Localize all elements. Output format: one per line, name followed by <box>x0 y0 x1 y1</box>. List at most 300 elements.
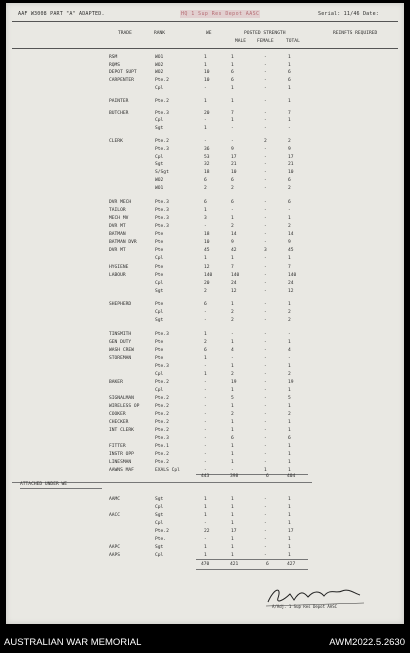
female-cell: - <box>264 412 267 417</box>
total-cell: 1 <box>288 428 291 433</box>
trade-cell: DEPOT SUPT <box>109 70 137 75</box>
female-cell: - <box>264 256 267 261</box>
column-header-trade: TRADE <box>118 31 132 36</box>
total-cell: 4 <box>288 348 291 353</box>
female-cell: - <box>264 240 267 245</box>
female-cell: - <box>264 265 267 270</box>
rank-cell: Pte.2 <box>155 380 169 385</box>
trade-cell: TINSMITH <box>109 332 132 337</box>
total-cell: 2 <box>288 412 291 417</box>
male-cell: - <box>231 468 234 473</box>
we-cell: 140 <box>204 273 213 278</box>
male-cell: 9 <box>231 147 234 152</box>
total-cell: 1 <box>288 444 291 449</box>
we-cell: 20 <box>204 111 210 116</box>
grand-total-female: 6 <box>266 562 269 567</box>
rank-cell: S/Sgt <box>155 170 169 175</box>
rank-cell: Sgt <box>155 545 164 550</box>
female-cell: - <box>264 529 267 534</box>
rank-cell: Pte <box>155 240 164 245</box>
male-cell: 6 <box>231 78 234 83</box>
total-cell: 140 <box>288 273 297 278</box>
rank-cell: WO2 <box>155 63 164 68</box>
total-cell: 1 <box>288 388 291 393</box>
male-cell: 1 <box>231 521 234 526</box>
trade-cell: CHECKER <box>109 420 129 425</box>
total-cell: 2 <box>288 224 291 229</box>
we-cell: 12 <box>204 265 210 270</box>
male-cell: 6 <box>231 200 234 205</box>
rank-cell: Pte <box>155 340 164 345</box>
total-cell: 1 <box>288 513 291 518</box>
rank-cell: Cpl <box>155 86 164 91</box>
footer-institution: AUSTRALIAN WAR MEMORIAL <box>4 637 142 648</box>
total-cell: 1 <box>288 63 291 68</box>
rank-cell: Pte.2 <box>155 420 169 425</box>
female-cell: - <box>264 513 267 518</box>
total-cell: 45 <box>288 248 294 253</box>
grand-total-male: 421 <box>230 562 239 567</box>
female-cell: - <box>264 372 267 377</box>
female-cell: - <box>264 200 267 205</box>
rank-cell: Pte <box>155 273 164 278</box>
female-cell: - <box>264 460 267 465</box>
total-cell: 7 <box>288 265 291 270</box>
male-cell: 1 <box>231 99 234 104</box>
male-cell: 6 <box>231 436 234 441</box>
trade-cell: BATMAN DVR <box>109 240 137 245</box>
male-cell: - <box>231 208 234 213</box>
female-cell: - <box>264 86 267 91</box>
rank-cell: Pte. <box>155 537 167 542</box>
male-cell: 1 <box>231 388 234 393</box>
male-cell: 2 <box>231 318 234 323</box>
male-cell: 1 <box>231 420 234 425</box>
rank-cell: Cpl <box>155 118 164 123</box>
rank-cell: Pte.3 <box>155 200 169 205</box>
we-cell: 1 <box>204 332 207 337</box>
trade-cell: CLERK <box>109 139 123 144</box>
female-cell: - <box>264 348 267 353</box>
total-cell: 5 <box>288 396 291 401</box>
total-cell: 1 <box>288 420 291 425</box>
trade-cell: TAILOR <box>109 208 126 213</box>
total-cell: 17 <box>288 529 294 534</box>
female-cell: - <box>264 289 267 294</box>
total-cell: - <box>288 126 291 131</box>
we-cell: - <box>204 118 207 123</box>
we-cell: - <box>204 224 207 229</box>
attached-label-underline <box>20 488 102 489</box>
total-cell: 1 <box>288 553 291 558</box>
column-header-total: TOTAL <box>286 39 300 44</box>
total-cell: 1 <box>288 118 291 123</box>
trade-cell: COOKER <box>109 412 126 417</box>
male-cell: 1 <box>231 216 234 221</box>
trade-cell: WASH CREW <box>109 348 134 353</box>
we-cell: 2 <box>204 289 207 294</box>
male-cell: 4 <box>231 348 234 353</box>
we-cell: 1 <box>204 372 207 377</box>
total-cell: 1 <box>288 364 291 369</box>
we-cell: 1 <box>204 126 207 131</box>
trade-cell: HYGIENE <box>109 265 129 270</box>
we-cell: - <box>204 420 207 425</box>
male-cell: 42 <box>231 248 237 253</box>
we-cell: - <box>204 139 207 144</box>
male-cell: - <box>231 126 234 131</box>
rank-cell: Pte.3 <box>155 147 169 152</box>
column-header-reinforcements: REINFTS REQUIRED <box>333 31 378 36</box>
we-cell: 32 <box>204 162 210 167</box>
female-cell: - <box>264 55 267 60</box>
rank-cell: Cpl <box>155 281 164 286</box>
rank-cell: Pte.2 <box>155 396 169 401</box>
male-cell: - <box>231 139 234 144</box>
male-cell: 1 <box>231 340 234 345</box>
male-cell: 2 <box>231 412 234 417</box>
trade-cell: INSTR OPP <box>109 452 134 457</box>
we-cell: 6 <box>204 200 207 205</box>
we-cell: 6 <box>204 178 207 183</box>
male-cell: 24 <box>231 281 237 286</box>
trade-cell: MECH MV <box>109 216 129 221</box>
subtotal-we: 443 <box>201 474 210 479</box>
trade-cell: DVR MT <box>109 224 126 229</box>
female-cell: - <box>264 505 267 510</box>
rank-cell: Pte <box>155 265 164 270</box>
total-cell: 1 <box>288 452 291 457</box>
female-cell: - <box>264 340 267 345</box>
grand-total-rule-bottom <box>196 569 308 570</box>
total-cell: 1 <box>288 340 291 345</box>
we-cell: - <box>204 86 207 91</box>
trade-cell: AAWNS MAF <box>109 468 134 473</box>
rank-cell: Pte.3 <box>155 208 169 213</box>
trade-cell: WIRELESS OP <box>109 404 140 409</box>
total-cell: 1 <box>288 497 291 502</box>
female-cell: - <box>264 404 267 409</box>
rank-cell: Sgt <box>155 126 164 131</box>
column-header-female: FEMALE <box>257 39 274 44</box>
trade-cell: RSM <box>109 55 118 60</box>
we-cell: 1 <box>204 99 207 104</box>
total-cell: 1 <box>288 216 291 221</box>
rank-cell: Sgt <box>155 513 164 518</box>
male-cell: 7 <box>231 111 234 116</box>
we-cell: 1 <box>204 356 207 361</box>
trade-cell: FITTER <box>109 444 126 449</box>
female-cell: 1 <box>264 468 267 473</box>
total-cell: 2 <box>288 139 291 144</box>
male-cell: 1 <box>231 428 234 433</box>
male-cell: 1 <box>231 553 234 558</box>
we-cell: 1 <box>204 497 207 502</box>
we-cell: 1 <box>204 505 207 510</box>
female-cell: - <box>264 452 267 457</box>
trade-cell: BAKER <box>109 380 123 385</box>
total-cell: 7 <box>288 111 291 116</box>
rank-cell: Sgt <box>155 497 164 502</box>
rank-cell: Pte.2 <box>155 529 169 534</box>
male-cell: 1 <box>231 55 234 60</box>
we-cell: 3 <box>204 216 207 221</box>
column-header-male: MALE <box>235 39 247 44</box>
we-cell: - <box>204 460 207 465</box>
we-cell: - <box>204 364 207 369</box>
rank-cell: Pte.2 <box>155 460 169 465</box>
rank-cell: Pte.3 <box>155 364 169 369</box>
total-cell: 6 <box>288 70 291 75</box>
female-cell: - <box>264 396 267 401</box>
trade-cell: STOREMAN <box>109 356 132 361</box>
male-cell: 14 <box>231 232 237 237</box>
female-cell: - <box>264 273 267 278</box>
male-cell: 21 <box>231 162 237 167</box>
we-cell: - <box>204 380 207 385</box>
grand-total-rule-top <box>196 559 308 560</box>
total-cell: 6 <box>288 436 291 441</box>
we-cell: 1 <box>204 256 207 261</box>
unit-stamp: HQ 1 Sup Res Depot AASC <box>181 11 260 17</box>
header-rule <box>12 21 398 22</box>
male-cell: 1 <box>231 460 234 465</box>
female-cell: - <box>264 70 267 75</box>
total-cell: 1 <box>288 99 291 104</box>
female-cell: - <box>264 281 267 286</box>
total-cell: - <box>288 208 291 213</box>
female-cell: - <box>264 428 267 433</box>
female-cell: - <box>264 126 267 131</box>
we-cell: - <box>204 412 207 417</box>
male-cell: - <box>231 356 234 361</box>
total-cell: 1 <box>288 505 291 510</box>
we-cell: 6 <box>204 302 207 307</box>
we-cell: 6 <box>204 348 207 353</box>
subtotal-total: 404 <box>287 474 296 479</box>
rank-cell: Pte <box>155 348 164 353</box>
female-cell: - <box>264 318 267 323</box>
we-cell: - <box>204 436 207 441</box>
attached-section-label: ATTACHED UNDER WE <box>20 482 68 487</box>
rank-cell: Pte.1 <box>155 444 169 449</box>
we-cell: - <box>204 404 207 409</box>
female-cell: - <box>264 224 267 229</box>
trade-cell: INT CLERK <box>109 428 134 433</box>
rank-cell: Pte.2 <box>155 99 169 104</box>
trade-cell: AAPS <box>109 553 121 558</box>
female-cell: - <box>264 444 267 449</box>
subtotal-male: 398 <box>230 474 239 479</box>
we-cell: - <box>204 444 207 449</box>
rank-cell: Pte.3 <box>155 332 169 337</box>
signature-caption: A/Adj. 1 Sup Res Depot AASC <box>272 604 338 609</box>
male-cell: 1 <box>231 497 234 502</box>
we-cell: 10 <box>204 70 210 75</box>
male-cell: 1 <box>231 364 234 369</box>
column-header-rank: RANK <box>154 31 166 36</box>
female-cell: - <box>264 310 267 315</box>
rank-cell: Pte.3 <box>155 111 169 116</box>
male-cell: 6 <box>231 178 234 183</box>
total-cell: 2 <box>288 186 291 191</box>
we-cell: - <box>204 452 207 457</box>
male-cell: 1 <box>231 537 234 542</box>
male-cell: 2 <box>231 372 234 377</box>
male-cell: 9 <box>231 240 234 245</box>
rank-cell: Pte.2 <box>155 428 169 433</box>
female-cell: - <box>264 537 267 542</box>
we-cell: 1 <box>204 545 207 550</box>
female-cell: - <box>264 99 267 104</box>
male-cell: 12 <box>231 289 237 294</box>
we-cell: 1 <box>204 513 207 518</box>
footer-accession-number: AWM2022.5.2630 <box>329 637 405 648</box>
female-cell: - <box>264 155 267 160</box>
total-cell: 1 <box>288 521 291 526</box>
we-cell: 2 <box>204 340 207 345</box>
female-cell: - <box>264 118 267 123</box>
female-cell: - <box>264 553 267 558</box>
male-cell: 2 <box>231 224 234 229</box>
we-cell: 45 <box>204 248 210 253</box>
female-cell: - <box>264 170 267 175</box>
we-cell: - <box>204 428 207 433</box>
female-cell: 3 <box>264 248 267 253</box>
male-cell: 17 <box>231 529 237 534</box>
we-cell: 22 <box>204 529 210 534</box>
rank-cell: Pte.2 <box>155 404 169 409</box>
rank-cell: Sgt <box>155 162 164 167</box>
total-cell: 21 <box>288 162 294 167</box>
we-cell: 18 <box>204 232 210 237</box>
female-cell: - <box>264 78 267 83</box>
total-cell: 6 <box>288 178 291 183</box>
male-cell: 1 <box>231 404 234 409</box>
we-cell: 20 <box>204 281 210 286</box>
male-cell: 1 <box>231 444 234 449</box>
male-cell: 2 <box>231 310 234 315</box>
rank-cell: Cpl <box>155 372 164 377</box>
male-cell: 1 <box>231 86 234 91</box>
footer-bar <box>0 630 410 653</box>
rank-cell: Pte.3 <box>155 224 169 229</box>
male-cell: 7 <box>231 265 234 270</box>
total-cell: 1 <box>288 404 291 409</box>
rank-cell: Sgt <box>155 289 164 294</box>
column-header-rule <box>12 48 398 49</box>
total-cell: 1 <box>288 545 291 550</box>
female-cell: - <box>264 521 267 526</box>
total-cell: 17 <box>288 155 294 160</box>
female-cell: - <box>264 332 267 337</box>
rank-cell: Pte <box>155 356 164 361</box>
rank-cell: Cpl <box>155 388 164 393</box>
trade-cell: CARPENTER <box>109 78 134 83</box>
male-cell: 1 <box>231 302 234 307</box>
trade-cell: LINESMAN <box>109 460 132 465</box>
rank-cell: Cpl <box>155 155 164 160</box>
total-cell: - <box>288 356 291 361</box>
rank-cell: EXALS Cpl <box>155 468 180 473</box>
female-cell: - <box>264 232 267 237</box>
total-cell: 24 <box>288 281 294 286</box>
rank-cell: Pte.2 <box>155 452 169 457</box>
trade-cell: DVR MT <box>109 248 126 253</box>
female-cell: - <box>264 208 267 213</box>
form-title: AAF W3008 PART "A" ADAPTED. <box>18 11 105 17</box>
we-cell: 18 <box>204 170 210 175</box>
female-cell: - <box>264 178 267 183</box>
we-cell: 36 <box>204 147 210 152</box>
trade-cell: GEN DUTY <box>109 340 132 345</box>
total-cell: 1 <box>288 256 291 261</box>
male-cell: 140 <box>231 273 240 278</box>
rank-cell: Sgt <box>155 318 164 323</box>
total-cell: 10 <box>288 170 294 175</box>
we-cell: 10 <box>204 240 210 245</box>
total-cell: 9 <box>288 147 291 152</box>
rank-cell: Cpl <box>155 256 164 261</box>
trade-cell: AACC <box>109 513 121 518</box>
we-cell: 10 <box>204 78 210 83</box>
total-cell: 1 <box>288 302 291 307</box>
male-cell: 19 <box>231 380 237 385</box>
subtotal-female: 6 <box>266 474 269 479</box>
female-cell: - <box>264 388 267 393</box>
male-cell: 1 <box>231 452 234 457</box>
total-cell: 6 <box>288 78 291 83</box>
female-cell: - <box>264 111 267 116</box>
trade-cell: RQMS <box>109 63 121 68</box>
female-cell: - <box>264 497 267 502</box>
total-cell: 6 <box>288 200 291 205</box>
female-cell: - <box>264 420 267 425</box>
female-cell: - <box>264 186 267 191</box>
total-cell: 14 <box>288 232 294 237</box>
we-cell: - <box>204 310 207 315</box>
rank-cell: Pte.3 <box>155 436 169 441</box>
we-cell: 1 <box>204 55 207 60</box>
we-cell: - <box>204 388 207 393</box>
male-cell: 1 <box>231 118 234 123</box>
male-cell: 1 <box>231 63 234 68</box>
we-cell: 2 <box>204 186 207 191</box>
we-cell: - <box>204 396 207 401</box>
male-cell: 2 <box>231 186 234 191</box>
rank-cell: Pte.2 <box>155 139 169 144</box>
trade-cell: AAMC <box>109 497 121 502</box>
we-cell: 1 <box>204 208 207 213</box>
rank-cell: WO1 <box>155 186 164 191</box>
rank-cell: Cpl <box>155 310 164 315</box>
male-cell: 1 <box>231 545 234 550</box>
rank-cell: Pte.3 <box>155 216 169 221</box>
total-cell: 2 <box>288 318 291 323</box>
rank-cell: Cpl <box>155 521 164 526</box>
female-cell: - <box>264 436 267 441</box>
total-cell: 12 <box>288 289 294 294</box>
we-cell: 1 <box>204 63 207 68</box>
trade-cell: BUTCHER <box>109 111 129 116</box>
rank-cell: Pte.2 <box>155 412 169 417</box>
rank-cell: WO2 <box>155 178 164 183</box>
male-cell: 1 <box>231 256 234 261</box>
female-cell: - <box>264 216 267 221</box>
we-cell: - <box>204 318 207 323</box>
total-cell: - <box>288 332 291 337</box>
trade-cell: BATMAN <box>109 232 126 237</box>
